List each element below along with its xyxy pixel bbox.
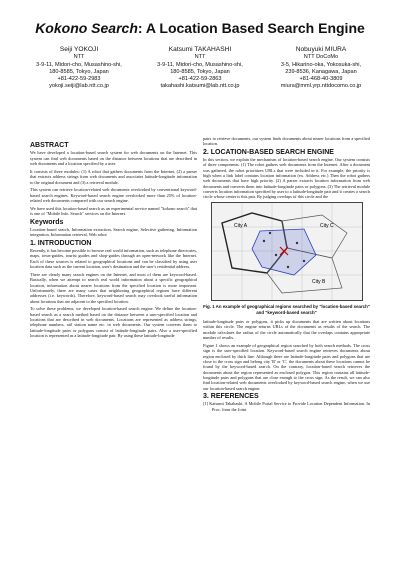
abstract-paragraph: This system can retrieve location-related web documents overlooked by conventional keyword-based search engines. Keyword-based search engine overlooked more than 25% of location-related web documents compared with our search engine. (30, 187, 197, 204)
city-b-label: City B (311, 279, 325, 286)
section-2-paragraph: latitude-longitude pairs or polygons, it picks up documents that are written about locations within this circle. The engine returns URLs of the documents as results of the search. The module calculates the radius of the circle automatically that the overlaps contains appropriate number of results. (203, 319, 370, 341)
title-rest: : A Location Based Search Engine (137, 20, 365, 36)
figure-1-map (211, 202, 363, 301)
references-heading: 3. REFERENCES (203, 393, 259, 401)
author-address-2: 180-8585, Tokyo, Japan (49, 68, 109, 75)
author-address-1: 3-9-11, Midori-cho, Musashino-shi, (157, 61, 243, 68)
right-column (203, 136, 370, 415)
geographic-region-map (212, 203, 362, 300)
author-email[interactable]: miura@mml.yrp.nttdocomo.co.jp (280, 83, 362, 90)
section-2-paragraph: In this section, we explain the mechanism of location-based search engine. Our system consists of three components. (1) The robot gathers web documents from the Internet. After a document was gathered, the robot prioritizes URLs that were included in it. For example, the priority is high when a link label contains location information (ex. Address etc.) Then the robot gathers web documents that have high priority. (2) A parser extracts location information from web documents and converts them into latitude-longitude pairs or polygons. (3) The retrieval module converts location information specified by user to a latitude-longitude pair and it creates a search circle whose center is this pair. By judging overlaps of this circle and the (203, 157, 370, 200)
abstract-heading: ABSTRACT (30, 142, 69, 149)
author-3 (262, 46, 380, 91)
author-tel: +81-422-59-2983 (57, 76, 101, 83)
author-name: Seiji YOKOJI (59, 46, 99, 53)
introduction-heading: 1. INTRODUCTION (30, 239, 92, 247)
author-1 (20, 46, 138, 91)
introduction-paragraph: Recently, it has become possible to browse real world information, such as telephone directories, maps, town-guides, tourist guides and shop-guides through an open-network like the Internet. Each of these sources is related to geographical locations and can be classified by using user location data such as the current location, user's destination and the user's residential address. (30, 248, 197, 270)
title-italic: Kokono Search (35, 20, 138, 36)
author-org: NTT (73, 54, 85, 61)
author-tel: +81-468-40-3809 (299, 76, 343, 83)
introduction-paragraph: There are clearly many search engines on the Internet, and most of them are keyword-based. Basically, when we attempt to search real world information about a specific geographical location, information about nearer locations from the specified location is more important. Unfortunately, there are many cases that neighboring geographical regions have different addresses (i.e. keywords). Therefore, keyword-based search may overlook useful information about locations that are adjacent to the specified location. (30, 271, 197, 304)
reference-item: [1] Katsumi Takahashi, A Mobile Portal Service to Provide Location Dependent Information. In Proc. from the Joint (203, 401, 370, 412)
abstract-paragraph: We have used this location-based search as an experimental service named "kokono search" that is one of "Mobile Info. Search" services on the Internet. (30, 205, 197, 217)
city-a-label: City A (233, 223, 247, 230)
author-address-2: 180-8585, Tokyo, Japan (170, 68, 230, 75)
author-2 (141, 46, 259, 91)
introduction-paragraph: To solve these problems, we developed location-based search engine. We define the location-based search as a search method based on the distance between a user-specified location and locations that are described in web documents. Locations are represented as address strings, telephone numbers, rail station name etc. in web documents. Our system converts them to latitude-longitude pairs or polygons consist of latitude-longitude pairs. Also a user-specified location is represented as a latitude-longitude pair. By using these latitude-longitude (30, 306, 197, 339)
continued-paragraph: pairs to retrieve documents, our system finds documents about nearer locations from a specified location. (203, 136, 370, 147)
author-block (20, 46, 380, 91)
section-2-paragraph: Figure 1 shows an example of geographical region searched by both search methods. The cross sign is the user-specified location. Keyword-based search engine retrieves documents about region enclosed by thick line. Although there are latitude-longitude pairs and polygons that are close to the cross sign and belong city 'B' or 'C', the documents about these locations cannot be found by the keyword-based search. On the contrary, location-based search retrieves the documents about the region represented as enclosed polygon. This region contains all latitude-longitude pairs and polygons that are close enough to the cross sign. As the result, we can also find location-related web documents overlooked by keyword-based search engine, when we use our location-based search engine. (203, 342, 370, 391)
left-column (30, 140, 197, 341)
author-name: Katsumi TAKAHASHI (168, 46, 232, 53)
author-org: NTT DoCoMo (303, 54, 339, 61)
city-c-label: City C (319, 223, 334, 230)
author-name: Nobuyuki MIURA (295, 46, 347, 53)
keywords-heading: Keywords (30, 218, 64, 226)
author-tel: +81-422-59-2863 (178, 76, 222, 83)
keywords-paragraph: Location-based search, Information extraction, Search engine, Selective gathering, Information integration, Information retrieval, Web robot (30, 226, 197, 238)
author-address-1: 3-5, Hikarino-oka, Yokosuka-shi, (280, 61, 362, 68)
author-address-1: 3-9-11, Midori-cho, Musashino-shi, (36, 61, 122, 68)
author-email[interactable]: takahashi.katsumi@lab.ntt.co.jp (160, 83, 240, 90)
section-2-heading: 2. LOCATION-BASED SEARCH ENGINE (203, 148, 334, 156)
author-email[interactable]: yokoji.seiji@lab.ntt.co.jp (49, 83, 109, 90)
author-address-2: 239-8536, Kanagawa, Japan (285, 68, 357, 75)
paper-title (0, 20, 400, 36)
abstract-paragraph: We have developed a location-based search system for web documents on the Internet. This system can find web documents based on the distance between locations that are described in web documents and a location specified by a user. (30, 150, 197, 167)
figure-1-caption: Fig. 1 An example of geographical regions searched by "location-based search" and "keyword-based search" (203, 304, 370, 315)
abstract-paragraph: It consists of three modules: (1) A robot that gathers documents from the Internet, (2) a parser that extracts address strings from web documents and associates latitude-longitude information to the original document and (3) a retrieval module. (30, 168, 197, 185)
author-org: NTT (194, 54, 206, 61)
